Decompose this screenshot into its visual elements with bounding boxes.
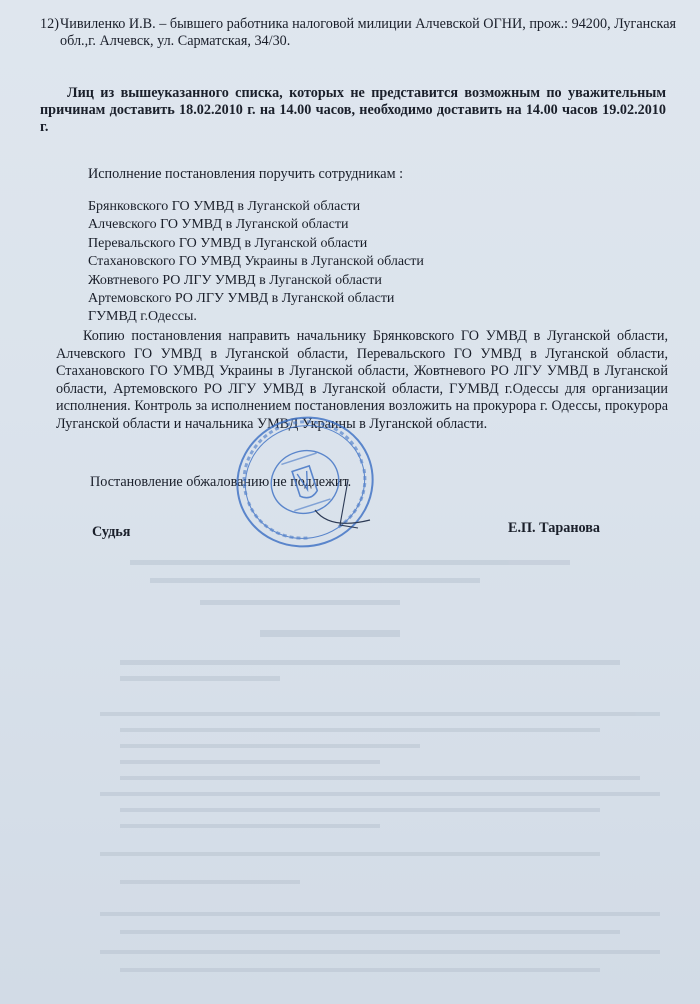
bold-paragraph: Лиц из вышеуказанного списка, которых не представится возможным по уважительным причинам доставить 18.02.2010 г. на 14.00 часов, необходимо доставить на 14.00 часов 19.02.2010 г.: [40, 85, 666, 135]
organization-item: Брянковского ГО УМВД в Луганской области: [88, 199, 361, 214]
signature-role: Судья: [92, 524, 131, 540]
official-seal: [230, 410, 380, 555]
organization-item: Жовтневого РО ЛГУ УМВД в Луганской области: [88, 272, 382, 288]
appeal-note: Постановление обжалованию не подлежит.: [90, 474, 352, 490]
execution-intro: Исполнение постановления поручить сотрудникам :: [88, 166, 404, 182]
organization-item: Стахановского ГО УМВД Украины в Луганской области: [88, 254, 424, 270]
organization-list: [88, 198, 424, 327]
list-item-12: [40, 16, 680, 50]
item-text: Чивиленко И.В. – бывшего работника налоговой милиции Алчевской ОГНИ, прож.: 94200, Луганская обл.,г. Алчевск, ул. Сарматская, 34/30.: [60, 16, 677, 49]
organization-item: Артемовского РО ЛГУ УМВД в Луганской области: [88, 291, 395, 307]
item-number: 12): [40, 16, 59, 32]
organization-item: Алчевского ГО УМВД в Луганской области: [88, 217, 349, 233]
copy-paragraph: Копию постановления направить начальнику Брянковского ГО УМВД в Луганской области, Алчевского ГО УМВД в Луганской области, Перевальского ГО УМВД в Луганской области, Стахановского ГО УМВД Украины в Луганской области, Жовтневого РО ЛГУ УМВД в Луганской области, Артемовского РО ЛГУ УМВД в Луганской области, ГУМВД г.Одессы для организации исполнения. Контроль за исполнением постановления возложить на прокурора г. Одессы, прокурора Луганской области и начальника УМВД Украины в Луганской области.: [56, 328, 668, 432]
organization-item: ГУМВД г.Одессы.: [88, 309, 197, 325]
organization-item: Перевальского ГО УМВД в Луганской области: [88, 235, 368, 251]
signature-name: Е.П. Таранова: [508, 520, 600, 536]
